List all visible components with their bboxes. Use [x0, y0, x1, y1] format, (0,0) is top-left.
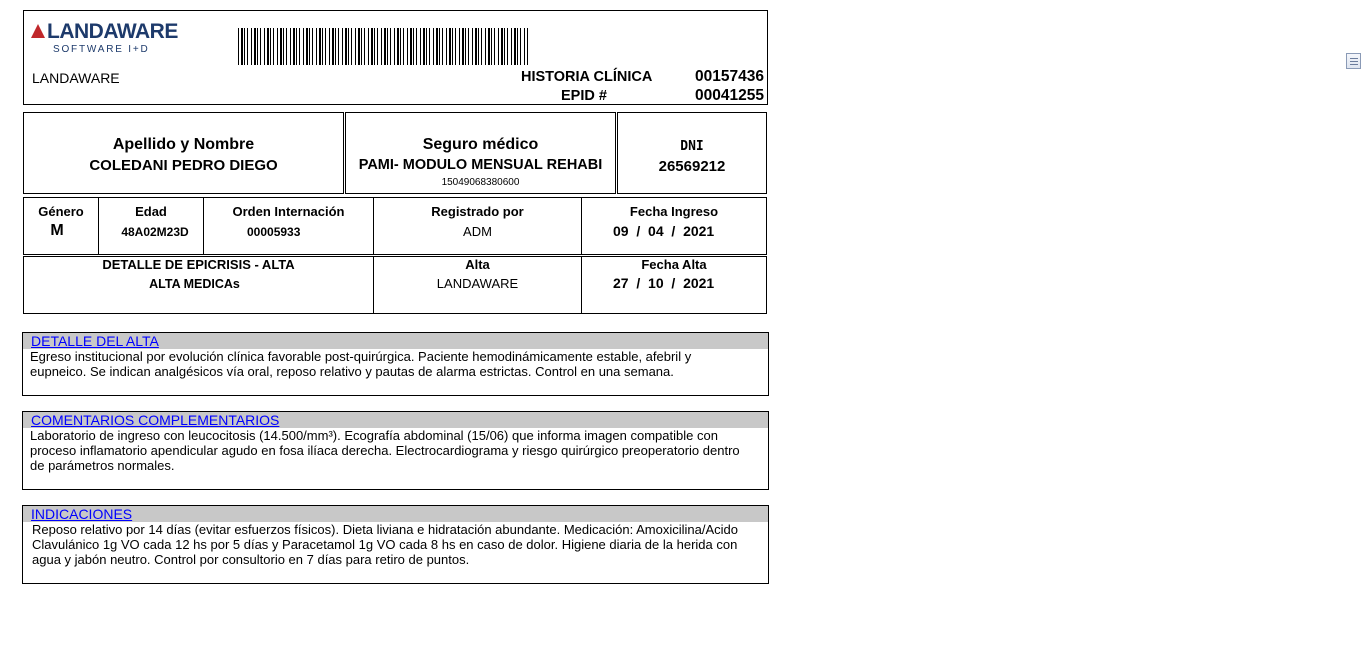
- dni-value: 26569212: [658, 158, 726, 175]
- historia-value: 00157436: [695, 68, 764, 85]
- scroll-thumb-icon[interactable]: [1346, 53, 1361, 69]
- age-label: Edad: [135, 204, 167, 219]
- section-link-indicaciones[interactable]: INDICACIONES: [31, 506, 133, 522]
- alta-value: LANDAWARE: [436, 276, 519, 291]
- gender-value: M: [50, 222, 64, 239]
- epicrisis-label: DETALLE DE EPICRISIS - ALTA: [102, 257, 295, 272]
- order-cell: [203, 197, 374, 255]
- alta-label: Alta: [465, 257, 490, 272]
- discharge-date-cell: [581, 256, 767, 314]
- epid-label: EPID #: [561, 88, 607, 104]
- patient-name-label: Apellido y Nombre: [112, 136, 255, 153]
- insurance-value: PAMI- MODULO MENSUAL REHABI: [358, 157, 603, 173]
- section-header: [23, 333, 768, 349]
- section-body: Reposo relativo por 14 días (evitar esfuerzos físicos). Dieta liviana e hidratación abundante. Medicación: Amoxicilina/Acido Clavulánico 1g VO cada 12 hs por 5 días y Paracetamol 1g VO cada 8 hs en caso de dolor. Higiene diaria de la herida con agua y jabón neutro. Control por consultorio en 7 días para retiro de puntos.: [32, 522, 738, 567]
- insurance-number: 15049068380600: [441, 177, 520, 188]
- discharge-date-label: Fecha Alta: [641, 257, 707, 272]
- alta-cell: [373, 256, 582, 314]
- section-header: [23, 412, 768, 428]
- discharge-date-value: [613, 275, 714, 291]
- section-link-comentarios[interactable]: COMENTARIOS COMPLEMENTARIOS: [31, 412, 280, 428]
- logo-tagline: SOFTWARE I+D: [53, 44, 150, 55]
- epid-value: 00041255: [695, 87, 764, 104]
- barcode-image: [238, 28, 528, 65]
- discharge-date-year: 2021: [683, 275, 715, 291]
- age-cell: [98, 197, 204, 255]
- insurance-cell: [345, 112, 616, 194]
- registered-cell: [373, 197, 582, 255]
- section-body: Laboratorio de ingreso con leucocitosis (14.500/mm³). Ecografía abdominal (15/06) que informa imagen compatible con proceso inflamatorio apendicular agudo en fosa ilíaca derecha. Electrocardiograma y riesgo quirúrgico preoperatorio dentro de parámetros normales.: [30, 428, 740, 473]
- date-separator: /: [636, 223, 641, 239]
- org-name: LANDAWARE: [32, 70, 120, 86]
- section-comentarios: [22, 411, 769, 490]
- section-link-detalle-alta[interactable]: DETALLE DEL ALTA: [31, 333, 159, 349]
- age-value: 48A02M23D: [121, 225, 189, 239]
- admission-date-value: [613, 223, 714, 239]
- section-detalle-alta: [22, 332, 769, 396]
- logo-brand: LANDAWARE: [47, 20, 178, 43]
- section-body: Egreso institucional por evolución clínica favorable post-quirúrgica. Paciente hemodinámicamente estable, afebril y eupneico. Se indican analgésicos vía oral, reposo relativo y pautas de alarma estrictas. Control en una semana.: [30, 349, 692, 379]
- report-header: [23, 10, 768, 105]
- admission-date-day: 09: [613, 223, 629, 239]
- discharge-date-month: 10: [648, 275, 664, 291]
- historia-label: HISTORIA CLÍNICA: [521, 69, 653, 85]
- epicrisis-value: ALTA MEDICAs: [149, 277, 240, 291]
- patient-name-value: COLEDANI PEDRO DIEGO: [89, 157, 278, 174]
- gender-label: Género: [38, 204, 84, 219]
- registered-value: ADM: [463, 224, 492, 239]
- landaware-logo: [31, 20, 178, 59]
- insurance-label: Seguro médico: [422, 136, 539, 153]
- dni-label: DNI: [680, 139, 704, 154]
- admission-date-label: Fecha Ingreso: [629, 204, 719, 219]
- section-indicaciones: [22, 505, 769, 584]
- date-separator: /: [636, 275, 641, 291]
- section-header: [23, 506, 768, 522]
- dni-cell: [617, 112, 767, 194]
- discharge-date-day: 27: [613, 275, 629, 291]
- date-separator: /: [671, 223, 676, 239]
- admission-date-month: 04: [648, 223, 664, 239]
- admission-date-year: 2021: [683, 223, 715, 239]
- patient-name-cell: [23, 112, 344, 194]
- date-separator: /: [671, 275, 676, 291]
- admission-date-cell: [581, 197, 767, 255]
- epicrisis-cell: [23, 256, 374, 314]
- order-label: Orden Internación: [232, 204, 345, 219]
- logo-mark-icon: [31, 24, 45, 38]
- order-value: 00005933: [247, 225, 301, 239]
- gender-cell: [23, 197, 99, 255]
- registered-label: Registrado por: [431, 204, 524, 219]
- vertical-scrollbar[interactable]: [1345, 0, 1362, 655]
